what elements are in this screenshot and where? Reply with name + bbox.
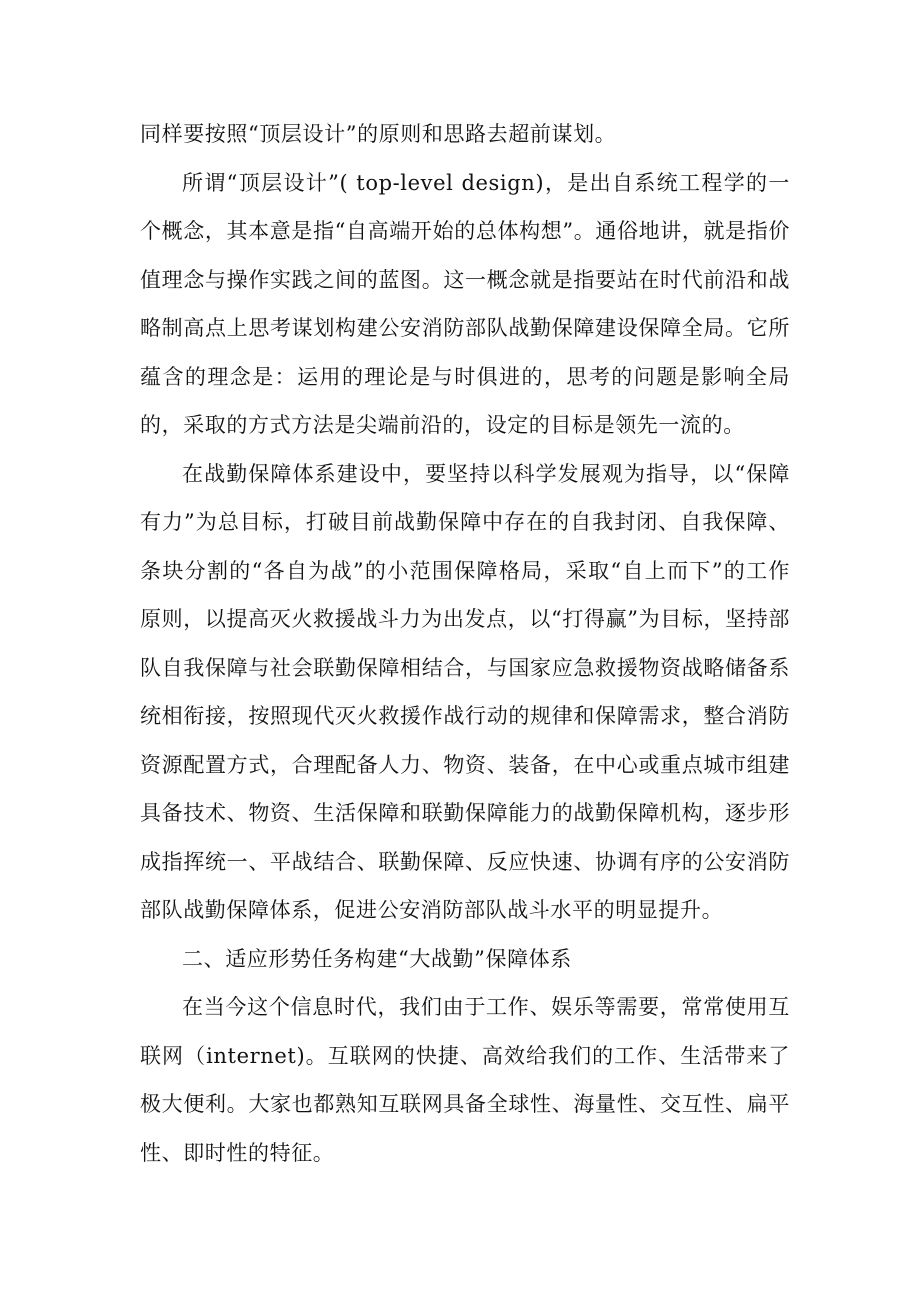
section-heading: 二、适应形势任务构建“大战勤”保障体系 bbox=[182, 946, 572, 971]
paragraph-continuation: 同样要按照“顶层设计”的原则和思路去超前谋划。 bbox=[140, 122, 617, 146]
paragraph-support-system: 在战勤保障体系建设中，要坚持以科学发展观为指导，以“保障有力”为总目标，打破目前战勤保障中存在的自我封闭、自我保障、条块分割的“各自为战”的小范围保障格局，采取“自上而下”的工作原则，以提高灭火救援战斗力为出发点，以“打得赢”为目标，坚持部队自我保障与社会联勤保障相结合，与国家应急救援物资战略储备系统相衔接，按照现代灭火救援作战行动的规律和保障需求，整合消防资源配置方式，合理配备人力、物资、装备，在中心或重点城市组建具备技术、物资、生活保障和联勤保障能力的战勤保障机构，逐步形成指挥统一、平战结合、联勤保障、反应快速、协调有序的公安消防部队战勤保障体系，促进公安消防部队战斗水平的明显提升。 bbox=[140, 461, 790, 922]
document-body bbox=[140, 110, 790, 1177]
paragraph-top-level-design: 所谓“顶层设计”( top-level design)，是出自系统工程学的一个概念，其本意是指“自高端开始的总体构想”。通俗地讲，就是指价值理念与操作实践之间的蓝图。这一概念就是指要站在时代前沿和战略制高点上思考谋划构建公安消防部队战勤保障建设保障全局。它所蕴含的理念是：运用的理论是与时俱进的，思考的问题是影响全局的，采取的方式方法是尖端前沿的，设定的目标是领先一流的。 bbox=[140, 170, 790, 437]
paragraph-internet: 在当今这个信息时代，我们由于工作、娱乐等需要，常常使用互联网（internet)。互联网的快捷、高效给我们的工作、生活带来了极大便利。大家也都熟知互联网具备全球性、海量性、交互性、扁平性、即时性的特征。 bbox=[140, 995, 790, 1165]
